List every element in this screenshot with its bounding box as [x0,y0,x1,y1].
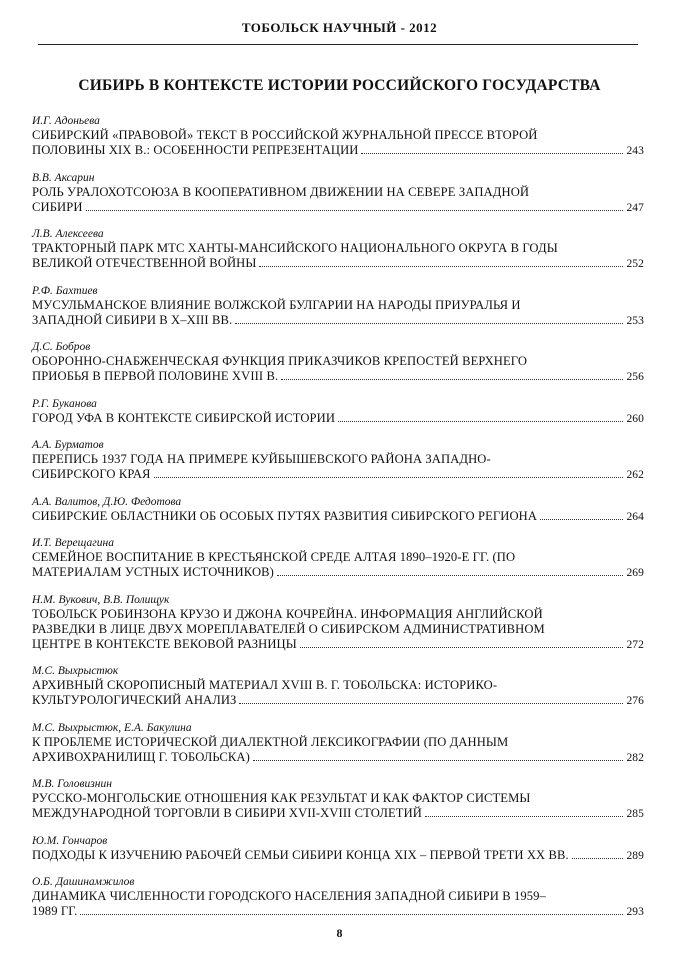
toc-page-number: 252 [626,258,644,270]
toc-title-line: СИБИРСКОГО КРАЯ [32,467,151,481]
toc-page-number: 256 [626,371,644,383]
toc-entry [32,228,644,272]
dot-leader [338,421,623,422]
dot-leader [540,519,623,520]
toc-page-number: 260 [626,412,644,425]
toc-title-last-line [32,904,644,920]
toc-title-last-line [32,256,644,272]
page-number: 8 [336,926,343,940]
toc-page-number: 272 [626,638,644,651]
toc-title-last-line [32,806,644,822]
toc-author: Р.Ф. Бахтиев [32,284,98,297]
toc-title-line: РУССКО-МОНГОЛЬСКИЕ ОТНОШЕНИЯ КАК РЕЗУЛЬТАТ И КАК ФАКТОР СИСТЕМЫ [32,791,531,805]
toc-title-last-line [32,848,644,864]
toc-title-line: ГОРОД УФА В КОНТЕКСТЕ СИБИРСКОЙ ИСТОРИИ [32,410,336,425]
toc-title-last-line [32,369,644,385]
table-of-contents [32,115,644,933]
toc-title-line: ПОЛОВИНЫ XIX В.: ОСОБЕННОСТИ РЕПРЕЗЕНТАЦИИ [32,143,359,157]
toc-entry [32,778,644,822]
toc-entry [32,285,644,329]
toc-title-line: МУСУЛЬМАНСКОЕ ВЛИЯНИЕ ВОЛЖСКОЙ БУЛГАРИИ НА НАРОДЫ ПРИУРАЛЬЯ И [32,297,521,312]
toc-title-line: РОЛЬ УРАЛОХОТСОЮЗА В КООПЕРАТИВНОМ ДВИЖЕНИИ НА СЕВЕРЕ ЗАПАДНОЙ [32,184,530,199]
dot-leader [235,323,623,324]
toc-page-number: 293 [626,906,644,918]
toc-title-line: ДИНАМИКА ЧИСЛЕННОСТИ ГОРОДСКОГО НАСЕЛЕНИЯ ЗАПАДНОЙ СИБИРИ В 1959– [32,889,546,903]
dot-leader [80,914,623,915]
toc-title-line: СЕМЕЙНОЕ ВОСПИТАНИЕ В КРЕСТЬЯНСКОЙ СРЕДЕ АЛТАЯ 1890–1920-Е ГГ. (ПО [32,550,516,564]
toc-title-last-line [32,411,644,427]
toc-author: А.А. Валитов, Д.Ю. Федотова [32,495,182,508]
toc-entry [32,496,644,525]
toc-title-line: АРХИВНЫЙ СКОРОПИСНЫЙ МАТЕРИАЛ XVIII В. Г. ТОБОЛЬСКА: ИСТОРИКО- [32,678,498,692]
toc-author: Р.Г. Буканова [32,397,97,410]
running-head: ТОБОЛЬСК НАУЧНЫЙ - 2012 [241,20,438,35]
toc-page-number: 264 [626,510,644,523]
toc-author: М.С. Выхрыстюк [32,665,119,677]
toc-page-number: 247 [626,201,644,214]
toc-entry [32,722,644,766]
toc-title-last-line [32,565,644,581]
toc-title-line: ПРИОБЬЯ В ПЕРВОЙ ПОЛОВИНЕ XVIII В. [32,369,279,383]
toc-title-last-line [32,637,644,653]
toc-entry [32,594,644,653]
toc-author: М.В. Головизнин [32,778,112,790]
toc-entry [32,665,644,709]
dot-leader [259,266,623,267]
toc-title-line: СИБИРСКИЙ «ПРАВОВОЙ» ТЕКСТ В РОССИЙСКОЙ ЖУРНАЛЬНОЙ ПРЕССЕ ВТОРОЙ [32,128,538,142]
dot-leader [277,575,624,576]
toc-author: Н.М. Вукович, В.В. Полищук [32,593,170,606]
toc-entry [32,876,644,920]
dot-leader [572,858,624,859]
section-title: СИБИРЬ В КОНТЕКСТЕ ИСТОРИИ РОССИЙСКОГО ГОСУДАРСТВА [78,77,601,94]
toc-entry [32,341,644,385]
toc-title-line: ЗАПАДНОЙ СИБИРИ В X–XIII ВВ. [32,312,233,327]
toc-title-line: МЕЖДУНАРОДНОЙ ТОРГОВЛИ В СИБИРИ XVII-XVIII СТОЛЕТИЙ [32,806,422,820]
dot-leader [154,477,624,478]
toc-entry [32,439,644,483]
toc-author: В.В. Аксарин [32,171,95,184]
toc-title-line: ТРАКТОРНЫЙ ПАРК МТС ХАНТЫ-МАНСИЙСКОГО НАЦИОНАЛЬНОГО ОКРУГА В ГОДЫ [32,241,558,255]
toc-page-number: 285 [626,808,644,820]
toc-page-number: 289 [626,849,644,862]
dot-leader [281,379,623,380]
dot-leader [253,760,624,761]
dot-leader [361,153,623,154]
toc-author: И.Г. Адоньева [32,115,100,127]
toc-entry [32,537,644,581]
toc-page-number: 243 [626,145,644,157]
toc-author: И.Т. Верещагина [32,537,114,549]
toc-title-line: КУЛЬТУРОЛОГИЧЕСКИЙ АНАЛИЗ [32,693,237,707]
toc-title-line: РАЗВЕДКИ В ЛИЦЕ ДВУХ МОРЕПЛАВАТЕЛЕЙ О СИБИРСКОМ АДМИНИСТРАТИВНОМ [32,621,545,636]
dot-leader [239,703,623,704]
toc-title-line: 1989 ГГ. [32,904,78,918]
toc-title-line: СИБИРИ [32,199,83,214]
toc-title-last-line [32,509,644,525]
toc-title-line: ПЕРЕПИСЬ 1937 ГОДА НА ПРИМЕРЕ КУЙБЫШЕВСКОГО РАЙОНА ЗАПАДНО- [32,452,491,466]
toc-page-number: 253 [626,314,644,327]
toc-author: А.А. Бурматов [32,439,104,451]
toc-title-last-line [32,143,644,159]
toc-entry [32,835,644,864]
toc-title-last-line [32,693,644,709]
toc-title-line: ВЕЛИКОЙ ОТЕЧЕСТВЕННОЙ ВОЙНЫ [32,256,257,270]
dot-leader [425,816,623,817]
toc-title-last-line [32,313,644,329]
toc-entry [32,172,644,216]
dot-leader [86,210,624,211]
toc-author: М.С. Выхрыстюк, Е.А. Бакулина [32,721,192,734]
toc-author: Ю.М. Гончаров [32,834,108,847]
toc-page-number: 269 [626,567,644,579]
toc-title-line: ТОБОЛЬСК РОБИНЗОНА КРУЗО И ДЖОНА КОЧРЕЙНА. ИНФОРМАЦИЯ АНГЛИЙСКОЙ [32,606,543,621]
toc-title-line: АРХИВОХРАНИЛИЩ Г. ТОБОЛЬСКА) [32,749,250,764]
dot-leader [300,647,624,648]
toc-title-line: ПОДХОДЫ К ИЗУЧЕНИЮ РАБОЧЕЙ СЕМЬИ СИБИРИ КОНЦА XIX – ПЕРВОЙ ТРЕТИ XX ВВ. [32,847,569,862]
toc-author: О.Б. Дашинамжилов [32,876,135,888]
toc-title-line: К ПРОБЛЕМЕ ИСТОРИЧЕСКОЙ ДИАЛЕКТНОЙ ЛЕКСИКОГРАФИИ (ПО ДАННЫМ [32,734,509,749]
toc-author: Д.С. Бобров [32,341,91,353]
toc-title-last-line [32,467,644,483]
header-rule [38,44,638,45]
toc-page-number: 262 [626,469,644,481]
toc-title-line: ЦЕНТРЕ В КОНТЕКСТЕ ВЕКОВОЙ РАЗНИЦЫ [32,636,297,651]
toc-author: Л.В. Алексеева [32,228,104,240]
toc-title-last-line [32,750,644,766]
toc-page-number: 276 [626,695,644,707]
toc-title-line: СИБИРСКИЕ ОБЛАСТНИКИ ОБ ОСОБЫХ ПУТЯХ РАЗВИТИЯ СИБИРСКОГО РЕГИОНА [32,508,538,523]
toc-entry [32,398,644,427]
toc-title-line: ОБОРОННО-СНАБЖЕНЧЕСКАЯ ФУНКЦИЯ ПРИКАЗЧИКОВ КРЕПОСТЕЙ ВЕРХНЕГО [32,354,528,368]
toc-entry [32,115,644,159]
toc-title-line: МАТЕРИАЛАМ УСТНЫХ ИСТОЧНИКОВ) [32,565,274,579]
toc-title-last-line [32,200,644,216]
toc-page-number: 282 [626,751,644,764]
